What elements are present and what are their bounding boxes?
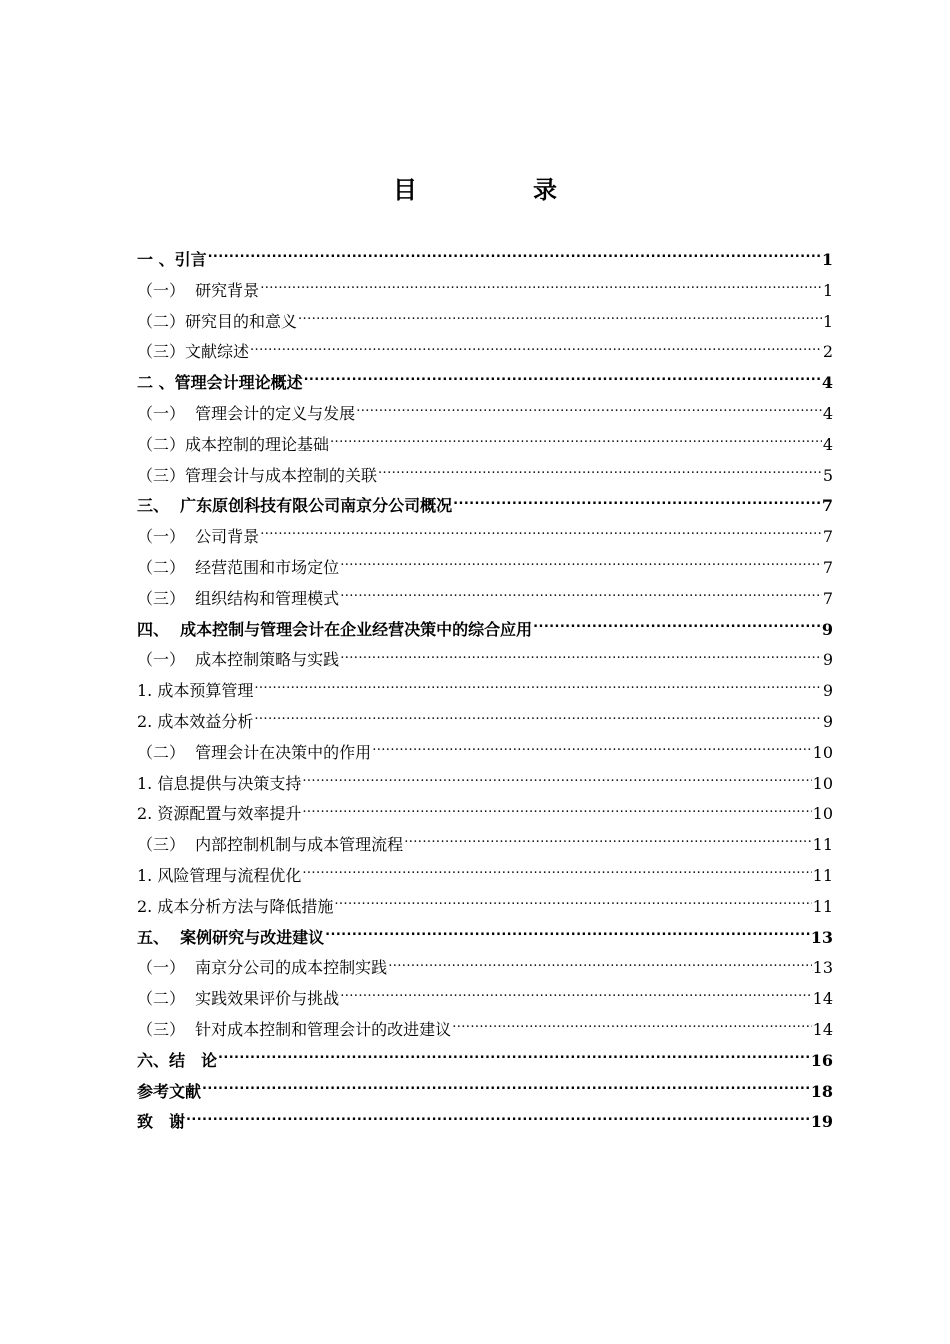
toc-entry[interactable] xyxy=(137,584,833,615)
toc-page-number: 9 xyxy=(822,650,833,670)
toc-page-number: 1 xyxy=(822,311,833,331)
toc-page-number: 4 xyxy=(821,373,833,393)
toc-entry-text: （三） 组织结构和管理模式 xyxy=(137,588,340,608)
toc-page-number: 14 xyxy=(812,1019,833,1039)
dot-leader xyxy=(452,1019,811,1035)
toc-page-number: 7 xyxy=(822,527,833,547)
toc-entry[interactable] xyxy=(137,615,833,646)
dot-leader xyxy=(378,465,822,481)
table-of-contents xyxy=(137,245,833,1138)
toc-page-number: 5 xyxy=(822,465,833,485)
dot-leader xyxy=(340,588,822,604)
toc-entry-text: （一） 管理会计的定义与发展 xyxy=(137,403,356,423)
dot-leader xyxy=(260,526,822,542)
toc-entry[interactable] xyxy=(137,1077,833,1108)
toc-entry-text: 1. 成本预算管理 xyxy=(137,681,254,701)
toc-entry[interactable] xyxy=(137,861,833,892)
toc-page-number: 9 xyxy=(822,711,833,731)
dot-leader xyxy=(325,927,810,943)
dot-leader xyxy=(533,619,821,635)
toc-page-number: 10 xyxy=(812,773,833,793)
toc-page-number: 13 xyxy=(812,958,833,978)
toc-entry[interactable] xyxy=(137,399,833,430)
dot-leader xyxy=(372,742,811,758)
toc-page-number: 7 xyxy=(821,496,833,516)
toc-entry[interactable] xyxy=(137,769,833,800)
toc-entry-text: （二） 经营范围和市场定位 xyxy=(137,557,340,577)
toc-entry[interactable] xyxy=(137,245,833,276)
toc-page-number: 18 xyxy=(810,1081,833,1101)
dot-leader xyxy=(186,1111,810,1127)
toc-title: 目 录 xyxy=(393,176,603,204)
toc-entry-text: 1. 风险管理与流程优化 xyxy=(137,865,302,885)
toc-entry[interactable] xyxy=(137,307,833,338)
toc-entry[interactable] xyxy=(137,553,833,584)
toc-entry[interactable] xyxy=(137,645,833,676)
toc-entry-text: 一 、引言 xyxy=(137,250,207,269)
toc-entry-text: 六、结 论 xyxy=(137,1050,218,1070)
toc-entry[interactable] xyxy=(137,337,833,368)
toc-page-number: 1 xyxy=(822,280,833,300)
dot-leader xyxy=(356,403,822,419)
toc-page-number: 7 xyxy=(822,557,833,577)
toc-page-number: 4 xyxy=(822,403,833,423)
toc-entry-text: （三）文献综述 xyxy=(137,342,250,362)
toc-entry[interactable] xyxy=(137,799,833,830)
toc-entry[interactable] xyxy=(137,953,833,984)
toc-page-number: 1 xyxy=(821,250,833,269)
toc-page-number: 10 xyxy=(812,742,833,762)
dot-leader xyxy=(302,803,811,819)
toc-entry-text: （一） 成本控制策略与实践 xyxy=(137,650,340,670)
toc-entry[interactable] xyxy=(137,491,833,522)
toc-page-number: 2 xyxy=(822,342,833,362)
dot-leader xyxy=(202,1081,810,1097)
toc-entry-text: （三）管理会计与成本控制的关联 xyxy=(137,465,378,485)
toc-entry[interactable] xyxy=(137,984,833,1015)
dot-leader xyxy=(330,434,822,450)
toc-entry-text: 2. 成本效益分析 xyxy=(137,711,254,731)
dot-leader xyxy=(340,988,811,1004)
toc-entry-text: 五、 案例研究与改进建议 xyxy=(137,927,325,947)
toc-entry[interactable] xyxy=(137,461,833,492)
dot-leader xyxy=(340,557,822,573)
toc-entry[interactable] xyxy=(137,1046,833,1077)
toc-entry[interactable] xyxy=(137,676,833,707)
toc-page-number: 10 xyxy=(812,804,833,824)
toc-page-number: 9 xyxy=(821,619,833,639)
toc-entry-text: 参考文献 xyxy=(137,1081,202,1101)
toc-page-number: 14 xyxy=(812,989,833,1009)
toc-entry[interactable] xyxy=(137,707,833,738)
toc-entry-text: 四、 成本控制与管理会计在企业经营决策中的综合应用 xyxy=(137,619,533,639)
toc-entry[interactable] xyxy=(137,368,833,399)
dot-leader xyxy=(453,495,821,511)
dot-leader xyxy=(254,711,821,727)
toc-page-number: 4 xyxy=(822,434,833,454)
dot-leader xyxy=(218,1050,810,1066)
toc-entry[interactable] xyxy=(137,430,833,461)
toc-entry-text: （一） 南京分公司的成本控制实践 xyxy=(137,958,388,978)
toc-entry[interactable] xyxy=(137,923,833,954)
dot-leader xyxy=(334,896,811,912)
toc-entry[interactable] xyxy=(137,1107,833,1138)
dot-leader xyxy=(388,957,811,973)
toc-entry-text: （二） 管理会计在决策中的作用 xyxy=(137,742,372,762)
toc-page-number: 11 xyxy=(812,865,833,885)
toc-entry[interactable] xyxy=(137,1015,833,1046)
toc-entry-text: 2. 资源配置与效率提升 xyxy=(137,804,302,824)
toc-entry-text: 二 、管理会计理论概述 xyxy=(137,373,303,393)
toc-page-number: 19 xyxy=(810,1112,833,1132)
toc-entry-text: 1. 信息提供与决策支持 xyxy=(137,773,302,793)
toc-entry-text: 致 谢 xyxy=(137,1112,186,1132)
toc-entry-text: （一） 公司背景 xyxy=(137,527,260,547)
toc-entry[interactable] xyxy=(137,892,833,923)
toc-entry-text: （三） 针对成本控制和管理会计的改进建议 xyxy=(137,1019,452,1039)
toc-entry-text: （二）成本控制的理论基础 xyxy=(137,434,330,454)
toc-entry-text: （一） 研究背景 xyxy=(137,280,260,300)
dot-leader xyxy=(340,649,822,665)
dot-leader xyxy=(304,372,821,388)
dot-leader xyxy=(254,680,821,696)
toc-entry-text: 三、 广东原创科技有限公司南京分公司概况 xyxy=(137,496,453,516)
dot-leader xyxy=(260,280,822,296)
toc-entry[interactable] xyxy=(137,830,833,861)
dot-leader xyxy=(208,249,821,265)
dot-leader xyxy=(404,834,811,850)
toc-page-number: 16 xyxy=(810,1050,833,1070)
toc-page-number: 9 xyxy=(822,681,833,701)
toc-entry-text: （二）研究目的和意义 xyxy=(137,311,298,331)
toc-page-number: 13 xyxy=(810,927,833,947)
toc-entry[interactable] xyxy=(137,522,833,553)
toc-entry-text: （二） 实践效果评价与挑战 xyxy=(137,989,340,1009)
toc-entry[interactable] xyxy=(137,738,833,769)
toc-page-number: 11 xyxy=(812,835,833,855)
toc-entry[interactable] xyxy=(137,276,833,307)
dot-leader xyxy=(250,341,822,357)
toc-page-number: 11 xyxy=(812,896,833,916)
dot-leader xyxy=(302,773,811,789)
toc-page-number: 7 xyxy=(822,588,833,608)
dot-leader xyxy=(302,865,811,881)
dot-leader xyxy=(298,311,822,327)
toc-entry-text: 2. 成本分析方法与降低措施 xyxy=(137,896,334,916)
toc-entry-text: （三） 内部控制机制与成本管理流程 xyxy=(137,835,404,855)
